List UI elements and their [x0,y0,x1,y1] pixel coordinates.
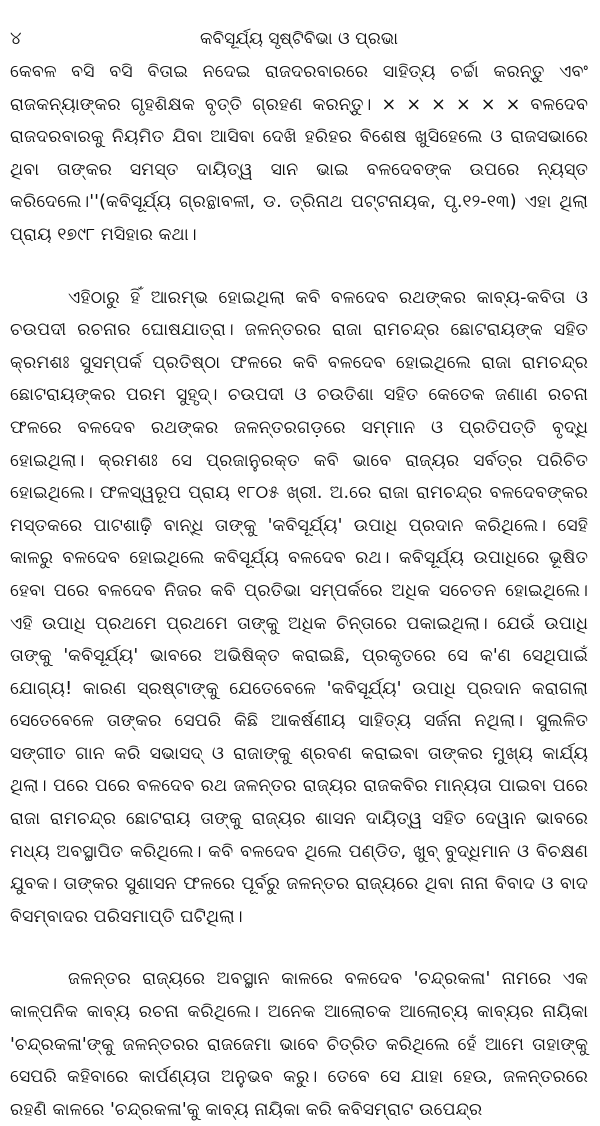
paragraph-3: ଜଳନ୍ତର ରାଜ୍ୟରେ ଅବସ୍ଥାନ କାଳରେ ବଳଦେବ 'ଚନ୍ଦ୍ରକଳା' ନାମରେ ଏକ କାଳ୍ପନିକ କାବ୍ୟ ରଚନା କରିଥିଲେ। ଅନେକ ଆଲୋଚକ ଆଲୋଚ୍ୟ କାବ୍ୟର ନାୟିକା 'ଚନ୍ଦ୍ରକଳା'ଙ୍କୁ ଜଳନ୍ତରର ରାଜଜେମା ଭାବେ ଚିତ୍ରିତ କରିଥିଲେ ହେଁ ଆମେ ତାହାଙ୍କୁ ସେପରି କହିବାରେ କାର୍ପଣ୍ୟତା ଅନୁଭବ କରୁ। ତେବେ ସେ ଯାହା ହେଉ, ଜଳନ୍ତରରେ ରହଣି କାଳରେ 'ଚନ୍ଦ୍ରକଳା'କୁ କାବ୍ୟ ନାୟିକା କରି କବିସମ୍ରାଟ ଉପେନ୍ଦ୍ର [10,969,588,1120]
paragraph-2: ଏହିଠାରୁ ହିଁ ଆରମ୍ଭ ହୋଇଥିଲା କବି ବଳଦେବ ରଥଙ୍କର କାବ୍ୟ-କବିତା ଓ ଚଉପଦୀ ରଚନାର ଘୋଷଯାତ୍ରା। ଜଳନ୍ତରର ରାଜା ରାମଚନ୍ଦ୍ର ଛୋଟରାୟଙ୍କ ସହିତ କ୍ରମଶଃ ସୁସମ୍ପର୍କ ପ୍ରତିଷ୍ଠା ଫଳରେ କବି ବଳଦେବ ହୋଇଥିଲେ ରାଜା ରାମଚନ୍ଦ୍ର ଛୋଟରାୟଙ୍କର ପରମ ସୁହୃଦ୍। ଚଉପଦୀ ଓ ଚଉତିଶା ସହିତ କେତେକ ଜଣାଣ ରଚନା ଫଳରେ ବଳଦେବ ରଥଙ୍କର ଜଳନ୍ତରଗଡ଼ରେ ସମ୍ମାନ ଓ ପ୍ରତିପତ୍ତି ବୃଦ୍ଧି ହୋଇଥିଲା। କ୍ରମଶଃ ସେ ପ୍ରଜାନୁରକ୍ତ କବି ଭାବେ ରାଜ୍ୟର ସର୍ବତ୍ର ପରିଚିତ ହୋଇଥିଲେ। ଫଳସ୍ୱରୂପ ପ୍ରାୟ ୧୮୦୫ ଖ୍ରୀ. ଅ.ରେ ରାଜା ରାମଚନ୍ଦ୍ର ବଳଦେବଙ୍କର ମସ୍ତକରେ ପାଟଶାଢ଼ି ବାନ୍ଧି ତାଙ୍କୁ 'କବିସୂର୍ଯ୍ୟ' ଉପାଧି ପ୍ରଦାନ କରିଥିଲେ। ସେହି କାଳରୁ ବଳଦେବ ହୋଇଥିଲେ କବିସୂର୍ଯ୍ୟ ବଳଦେବ ରଥ। କବିସୂର୍ଯ୍ୟ ଉପାଧିରେ ଭୂଷିତ ହେବା ପରେ ବଳଦେବ ନିଜର କବି ପ୍ରତିଭା ସମ୍ପର୍କରେ ଅଧିକ ସଚେତନ ହୋଇଥିଲେ। ଏହି ଉପାଧି ପ୍ରଥମେ ପ୍ରଥମେ ତାଙ୍କୁ ଅଧିକ ଚିନ୍ତାରେ ପକାଇଥିଲା। ଯେଉଁ ଉପାଧି ତାଙ୍କୁ 'କବିସୂର୍ଯ୍ୟ' ଭାବରେ ଅଭିଷିକ୍ତ କରାଇଛି, ପ୍ରକୃତରେ ସେ କ'ଣ ସେଥିପାଇଁ ଯୋଗ୍ୟ! କାରଣ ସ୍ରଷ୍ଟାଙ୍କୁ ଯେତେବେଳେ 'କବିସୂର୍ଯ୍ୟ' ଉପାଧି ପ୍ରଦାନ କରାଗଲା ସେତେବେଳେ ତାଙ୍କର ସେପରି କିଛି ଆକର୍ଷଣୀୟ ସାହିତ୍ୟ ସର୍ଜନା ନଥିଲା। ସୁଲଳିତ ସଙ୍ଗୀତ ଗାନ କରି ସଭାସଦ୍ ଓ ରାଜାଙ୍କୁ ଶ୍ରବଣ କରାଇବା ତାଙ୍କର ମୁଖ୍ୟ କାର୍ଯ୍ୟ ଥିଲା। ପରେ ପରେ ବଳଦେବ ରଥ ଜଳନ୍ତର ରାଜ୍ୟର ରାଜକବିର ମାନ୍ୟତା ପାଇବା ପରେ ରାଜା ରାମଚନ୍ଦ୍ର ଛୋଟରାୟ ତାଙ୍କୁ ରାଜ୍ୟର ଶାସନ ଦାୟିତ୍ୱ ସହିତ ଦେୱାନ ଭାବରେ ମଧ୍ୟ ଅବସ୍ଥାପିତ କରିଥିଲେ। କବି ବଳଦେବ ଥିଲେ ପଣ୍ଡିତ, ଖୁବ୍ ବୁଦ୍ଧିମାନ ଓ ବିଚକ୍ଷଣ ଯୁବକ। ତାଙ୍କର ସୁଶାସନ ଫଳରେ ପୂର୍ବରୁ ଜଳନ୍ତର ରାଜ୍ୟରେ ଥିବା ନାନା ବିବାଦ ଓ ବାଦ ବିସମ୍ବାଦର ପରିସମାପ୍ତି ଘଟିଥିଲା। [10,287,588,927]
running-title: କବିସୂର୍ଯ୍ୟ ସୃଷ୍ଟିବିଭା ଓ ପ୍ରଭା [199,29,399,49]
paragraph-gap [10,933,588,963]
paragraph-gap [10,252,588,282]
page-header [10,26,588,56]
paragraph-1: କେବଳ ବସି ବସି ବିତାଇ ନଦେଇ ରାଜଦରବାରରେ ସାହିତ୍ୟ ଚର୍ଚ୍ଚା କରନ୍ତୁ ଏବଂ ରାଜକନ୍ୟାଙ୍କର ଗୃହଶିକ୍ଷକ ବୃତ୍ତି ଗ୍ରହଣ କରନ୍ତୁ। × × × × × × ବଳଦେବ ରାଜଦରବାରକୁ ନିୟମିତ ଯିବା ଆସିବା ଦେଖି ହରିହର ବିଶେଷ ଖୁସିହେଲେ ଓ ରାଜସଭାରେ ଥିବା ତାଙ୍କର ସମସ୍ତ ଦାୟିତ୍ୱ ସାନ ଭାଇ ବଳଦେବଙ୍କ ଉପରେ ନ୍ୟସ୍ତ କରିଦେଲେ।''(କବିସୂର୍ଯ୍ୟ ଗ୍ରନ୍ଥାବଳୀ, ଡ. ତ୍ରିନାଥ ପଟ୍ଟନାୟକ, ପୃ.୧୨-୧୩) ଏହା ଥିଲା ପ୍ରାୟ ୧୭୯୮ ମସିହାର କଥା। [10,62,588,245]
body-text [10,56,588,1126]
page-number: ୪ [10,28,22,49]
